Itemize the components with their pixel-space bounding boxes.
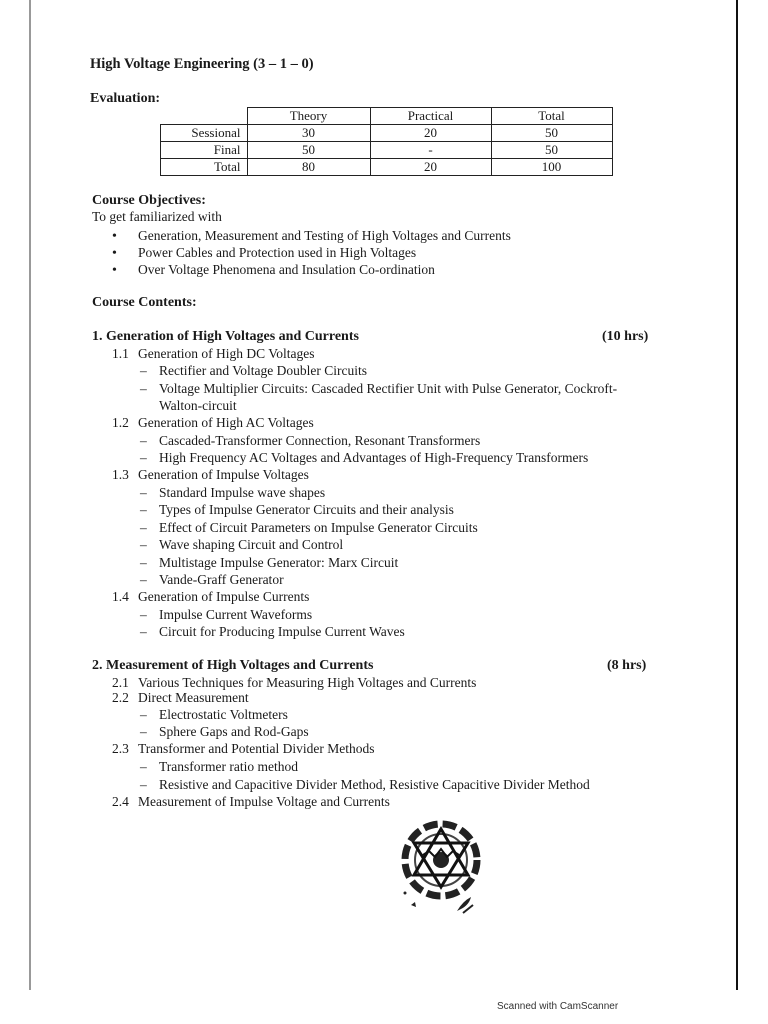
subsection-number: 2.1 bbox=[112, 675, 129, 690]
subsection-heading bbox=[112, 675, 476, 691]
row-label: Total bbox=[161, 159, 248, 176]
list-item: – Multistage Impulse Generator: Marx Circuit bbox=[140, 555, 398, 571]
list-item: – Standard Impulse wave shapes bbox=[140, 485, 325, 501]
list-item: • Over Voltage Phenomena and Insulation Co-ordination bbox=[112, 261, 511, 278]
list-item: – Transformer ratio method bbox=[140, 759, 298, 775]
row-label: Sessional bbox=[161, 125, 248, 142]
subsection-heading bbox=[112, 467, 309, 483]
list-item: – Resistive and Capacitive Divider Method, Resistive Capacitive Divider Method bbox=[140, 777, 590, 793]
section-title: 2. Measurement of High Voltages and Currents bbox=[92, 658, 374, 673]
subsection-number: 1.4 bbox=[112, 589, 129, 604]
evaluation-heading: Evaluation: bbox=[90, 91, 161, 106]
list-item: – Sphere Gaps and Rod-Gaps bbox=[140, 724, 309, 740]
subsection-heading bbox=[112, 794, 390, 810]
subsection-number: 1.2 bbox=[112, 415, 129, 430]
subsection-title: Generation of Impulse Currents bbox=[138, 589, 310, 604]
table-cell: 20 bbox=[370, 125, 491, 142]
subsection-heading bbox=[112, 741, 374, 757]
subsection-number: 2.4 bbox=[112, 794, 129, 809]
subsection-title: Generation of High DC Voltages bbox=[138, 346, 315, 361]
section-hours: (10 hrs) bbox=[602, 329, 649, 344]
list-item: • Generation, Measurement and Testing of High Voltages and Currents bbox=[112, 227, 511, 244]
table-row bbox=[161, 142, 613, 159]
table-cell: 50 bbox=[491, 142, 612, 159]
table-cell: 30 bbox=[247, 125, 370, 142]
table-cell: 20 bbox=[370, 159, 491, 176]
subsection-heading bbox=[112, 690, 249, 706]
objectives-list bbox=[112, 227, 511, 278]
table-cell: 50 bbox=[491, 125, 612, 142]
list-item: – Circuit for Producing Impulse Current Waves bbox=[140, 624, 405, 640]
subsection-title: Direct Measurement bbox=[138, 690, 249, 705]
scan-right-edge bbox=[736, 0, 738, 990]
course-title: High Voltage Engineering (3 – 1 – 0) bbox=[90, 56, 314, 72]
section-title: 1. Generation of High Voltages and Currents bbox=[92, 329, 359, 344]
col-header-total: Total bbox=[491, 108, 612, 125]
list-item: – Impulse Current Waveforms bbox=[140, 607, 312, 623]
scanner-watermark: Scanned with CamScanner bbox=[497, 1001, 619, 1012]
university-seal-icon bbox=[393, 815, 503, 920]
list-item: – Voltage Multiplier Circuits: Cascaded Rectifier Unit with Pulse Generator, Cockroft- bbox=[140, 381, 617, 397]
evaluation-table bbox=[160, 107, 613, 176]
row-label: Final bbox=[161, 142, 248, 159]
objectives-intro: To get familiarized with bbox=[92, 209, 222, 224]
subsection-number: 2.2 bbox=[112, 690, 129, 705]
list-item: – Rectifier and Voltage Doubler Circuits bbox=[140, 363, 367, 379]
list-item: – High Frequency AC Voltages and Advantages of High-Frequency Transformers bbox=[140, 450, 588, 466]
col-header-practical: Practical bbox=[370, 108, 491, 125]
list-item: – Vande-Graff Generator bbox=[140, 572, 284, 588]
list-item: – Electrostatic Voltmeters bbox=[140, 707, 288, 723]
subsection-heading bbox=[112, 415, 314, 431]
table-row bbox=[161, 159, 613, 176]
subsection-number: 1.1 bbox=[112, 346, 129, 361]
table-cell: - bbox=[370, 142, 491, 159]
table-cell: 100 bbox=[491, 159, 612, 176]
col-header-theory: Theory bbox=[247, 108, 370, 125]
subsection-title: Transformer and Potential Divider Methods bbox=[138, 741, 375, 756]
section-hours: (8 hrs) bbox=[607, 658, 647, 673]
list-item: – Wave shaping Circuit and Control bbox=[140, 537, 343, 553]
table-row bbox=[161, 125, 613, 142]
contents-heading: Course Contents: bbox=[92, 295, 197, 310]
table-cell: 50 bbox=[247, 142, 370, 159]
list-item: – Types of Impulse Generator Circuits and their analysis bbox=[140, 502, 454, 518]
subsection-title: Generation of High AC Voltages bbox=[138, 415, 314, 430]
list-item: – Cascaded-Transformer Connection, Resonant Transformers bbox=[140, 433, 480, 449]
subsection-title: Generation of Impulse Voltages bbox=[138, 467, 309, 482]
scan-left-edge bbox=[29, 0, 31, 990]
list-item: – Effect of Circuit Parameters on Impulse Generator Circuits bbox=[140, 520, 478, 536]
list-item: • Power Cables and Protection used in High Voltages bbox=[112, 244, 511, 261]
objectives-heading: Course Objectives: bbox=[92, 193, 206, 208]
subsection-number: 1.3 bbox=[112, 467, 129, 482]
table-cell: 80 bbox=[247, 159, 370, 176]
subsection-title: Various Techniques for Measuring High Voltages and Currents bbox=[138, 675, 477, 690]
subsection-title: Measurement of Impulse Voltage and Currents bbox=[138, 794, 390, 809]
subsection-number: 2.3 bbox=[112, 741, 129, 756]
subsection-heading bbox=[112, 346, 314, 362]
subsection-heading bbox=[112, 589, 309, 605]
list-item-continuation: Walton-circuit bbox=[159, 398, 237, 413]
